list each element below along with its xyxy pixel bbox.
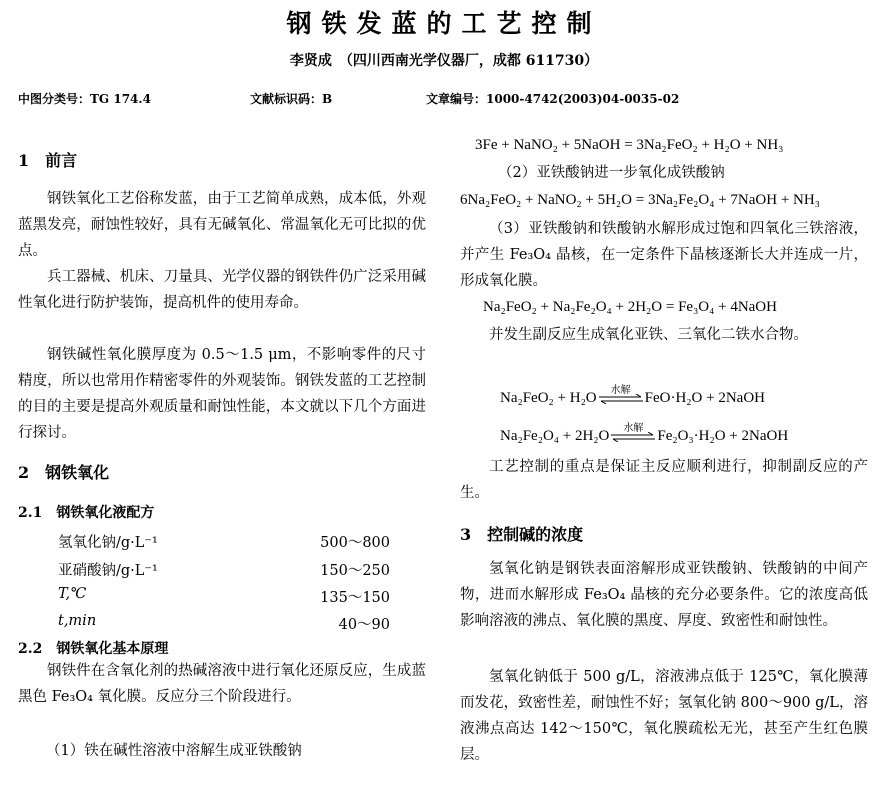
document-code: 文献标识码：B [250,92,333,106]
arrow-label: 水解 [610,384,631,396]
section-2-2-paragraph: 钢铁件在含氧化剂的热碱溶液中进行氧化还原反应，生成蓝黑色 Fe₃O₄ 氧化膜。反应分三个阶段进行。 [18,663,426,705]
side-reaction-text: 并发生副反应生成氧化亚铁、三氧化二铁水合物。 [489,327,808,343]
article-number: 文章编号：1000-4742(2003)04-0035-02 [426,92,680,106]
section-1-paragraph-1: 钢铁氧化工艺俗称发蓝，由于工艺简单成熟，成本低，外观蓝黑发亮，耐蚀性较好，具有无碱氧化、常温氧化无可比拟的优点。 [18,191,426,259]
formula-row-label: 氢氧化钠/g·L⁻¹ [58,535,158,551]
section-2-1-heading: 2.1 钢铁氧化液配方 [18,505,155,521]
formula-row-label: t,min [58,613,97,629]
paper-title: 钢铁发蓝的工艺控制 [286,9,602,38]
section-1-paragraph-2: 兵工器械、机床、刀量具、光学仪器的钢铁件仍广泛采用碱性氧化进行防护装饰，提高机件的使用寿命。 [18,269,426,311]
formula-row-value: 150～250 [320,563,390,579]
equilibrium-arrow-icon [611,422,655,444]
section-3-paragraph-1: 氢氧化钠是钢铁表面溶解形成亚铁酸钠、铁酸钠的中间产物，进而水解形成 Fe₃O₄ 晶核的充分必要条件。它的浓度高低影响溶液的沸点、氧化膜的黑度、厚度、致密性和耐蚀性。 [460,561,868,629]
equation-5-right: Fe₂O₃·H₂O + 2NaOH [657,428,789,444]
equation-4-right: FeO·H₂O + 2NaOH [644,390,765,406]
formula-row-value: 500～800 [320,535,390,551]
formula-row-value: 40～90 [338,617,390,633]
classification-number: 中图分类号：TG 174.4 [18,92,151,106]
author-line: 李贤成 （四川西南光学仪器厂，成都 611730） [289,53,599,69]
equation-1: 3Fe + NaNO₂ + 5NaOH = 3Na₂FeO₂ + H₂O + NH₃ [475,137,784,153]
section-2-2-heading: 2.2 钢铁氧化基本原理 [18,641,169,657]
arrow-label: 水解 [623,422,644,434]
reaction-step-1: （1）铁在碱性溶液中溶解生成亚铁酸钠 [46,743,302,759]
equation-4 [500,384,765,407]
equation-5-left: Na₂Fe₂O₄ + 2H₂O [500,428,610,444]
formula-row-value: 135～150 [320,590,390,606]
reaction-step-2: （2）亚铁酸钠进一步氧化成铁酸钠 [498,165,725,181]
equation-3: Na₂FeO₂ + Na₂Fe₂O₄ + 2H₂O = Fe₃O₄ + 4NaOH [483,299,777,315]
reaction-step-3: （3）亚铁酸钠和铁酸钠水解形成过饱和四氧化三铁溶液，并产生 Fe₃O₄ 晶核，在一定条件下晶核逐渐长大并连成一片，形成氧化膜。 [460,221,868,289]
section-3-paragraph-2: 氢氧化钠低于 500 g/L，溶液沸点低于 125℃，氧化膜薄而发花，致密性差，耐蚀性不好；氢氧化钠 800～900 g/L，溶液沸点高达 142～150℃，氧化膜疏松无光，甚至产生红色膜层。 [460,669,868,763]
section-2-heading: 2 钢铁氧化 [18,463,110,482]
equilibrium-arrow-icon [599,384,643,406]
section-1-paragraph-3: 钢铁碱性氧化膜厚度为 0.5～1.5 μm，不影响零件的尺寸精度，所以也常用作精密零件的外观装饰。钢铁发蓝的工艺控制的目的主要是提高外观质量和耐蚀性能，本文就以下几个方面进行探讨。 [18,347,426,441]
equation-4-left: Na₂FeO₂ + H₂O [500,390,597,406]
section-1-heading: 1 前言 [18,151,78,170]
equation-5 [500,422,789,445]
section-3-heading: 3 控制碱的浓度 [460,525,584,544]
equation-2: 6Na₂FeO₂ + NaNO₂ + 5H₂O = 3Na₂Fe₂O₄ + 7NaOH + NH₃ [460,192,820,208]
formula-row-label: T,℃ [58,586,87,602]
formula-row-label: 亚硝酸钠/g·L⁻¹ [58,563,158,579]
process-control-text: 工艺控制的重点是保证主反应顺利进行，抑制副反应的产生。 [460,459,868,501]
